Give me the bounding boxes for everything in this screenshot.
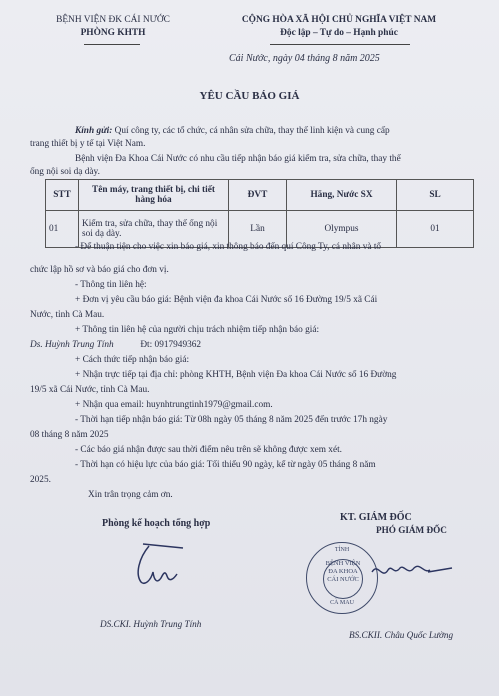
signer-left-name: DS.CKI. Huỳnh Trung Tính [100, 619, 202, 629]
body-line: + Cách thức tiếp nhận báo giá: [75, 355, 190, 365]
table-cell-stt: 01 [46, 211, 79, 248]
signature-left-image [125, 540, 195, 590]
body-line: - Các báo giá nhận được sau thời điểm nêu trên sẽ không được xem xét. [75, 445, 342, 455]
intro-line-2: ống nội soi dạ dày. [30, 167, 100, 177]
body-line: + Thông tin liên hệ của người chịu trách nhiệm tiếp nhận báo giá: [75, 325, 320, 335]
document-title: YÊU CẦU BÁO GIÁ [199, 90, 300, 102]
stamp-bottom-text: CÀ MAU [330, 600, 354, 606]
body-line: chức lập hồ sơ và báo giá cho đơn vị. [30, 265, 169, 275]
greeting-line [75, 125, 390, 137]
signer-right-name: BS.CKII. Châu Quốc Lường [349, 630, 454, 640]
nation-title: CỘNG HÒA XÃ HỘI CHỦ NGHĨA VIỆT NAM [241, 15, 437, 25]
body-line: - Thời hạn tiếp nhận báo giá: Từ 08h ngày 05 tháng 8 năm 2025 đến trước 17h ngày [75, 415, 388, 425]
body-line: 08 tháng 8 năm 2025 [30, 430, 109, 440]
body-line: 2025. [30, 475, 51, 485]
signer-left-title: Phòng kế hoạch tổng hợp [102, 518, 211, 529]
table-header-cell: Hãng, Nước SX [287, 180, 397, 211]
nation-motto: Độc lập – Tự do – Hạnh phúc [280, 28, 398, 38]
table-cell-quantity: 01 [397, 211, 474, 248]
table-cell-brand: Olympus [287, 211, 397, 248]
signature-right-image [368, 554, 458, 584]
signer-right-title: KT. GIÁM ĐỐC [340, 512, 412, 523]
body-line: + Nhận qua email: huynhtrungtinh1979@gmail.com. [75, 400, 273, 410]
greeting-label: Kính gửi: [75, 126, 113, 136]
table-header-cell: STT [46, 180, 79, 211]
body-line: Nước, tỉnh Cà Mau. [30, 310, 105, 320]
body-line: - Để thuận tiện cho việc xin báo giá, xin thông báo đến quí Công Ty, cá nhân và tổ [75, 242, 382, 252]
table-cell-item: Kiểm tra, sửa chữa, thay thế ống nội soi dạ dày. [79, 211, 229, 248]
contact-phone: Đt: 0917949362 [140, 340, 202, 350]
table-header-cell: SL [397, 180, 474, 211]
closing-line: Xin trân trọng cảm ơn. [88, 490, 173, 500]
stamp-top-text: TỈNH [334, 547, 350, 553]
header-divider-left [84, 44, 140, 45]
body-line: + Nhận trực tiếp tại địa chỉ: phòng KHTH, Bệnh viện Đa khoa Cái Nước số 16 Đường [75, 370, 397, 380]
table-cell-unit: Lần [229, 211, 287, 248]
stamp-center-text: BỆNH VIỆN ĐA KHOA CÁI NƯỚC [323, 559, 363, 599]
organization-header [30, 14, 196, 40]
table-header-cell: Tên máy, trang thiết bị, chi tiết hàng hóa [79, 180, 229, 211]
intro-line-1: Bệnh viện Đa Khoa Cái Nước có nhu cầu tiếp nhận báo giá kiểm tra, sửa chữa, thay thế [75, 154, 401, 164]
greeting-text: Quí công ty, các tổ chức, cá nhân sửa chữa, thay thế linh kiện và cung cấp [112, 126, 390, 136]
body-line: 19/5 xã Cái Nước, tỉnh Cà Mau. [30, 385, 150, 395]
contact-person-name: Ds. Huỳnh Trung Tính [30, 340, 114, 350]
table-header-cell: ĐVT [229, 180, 287, 211]
national-header [196, 14, 482, 40]
document-date: Cái Nước, ngày 04 tháng 8 năm 2025 [229, 53, 380, 64]
body-line: - Thông tin liên hệ: [75, 280, 147, 290]
header-divider-right [270, 44, 410, 45]
signer-right-subtitle: PHÓ GIÁM ĐỐC [376, 525, 447, 535]
department-name: PHÒNG KHTH [80, 28, 146, 38]
organization-name: BỆNH VIỆN ĐK CÁI NƯỚC [56, 15, 170, 25]
body-line: - Thời hạn có hiệu lực của báo giá: Tối thiểu 90 ngày, kể từ ngày 05 tháng 8 năm [75, 460, 376, 470]
table-header-row [46, 180, 474, 211]
body-line: + Đơn vị yêu cầu báo giá: Bệnh viện đa khoa Cái Nước số 16 Đường 19/5 xã Cái [75, 295, 378, 305]
quote-request-table [45, 179, 474, 248]
greeting-line-2: trang thiết bị y tế tại Việt Nam. [30, 139, 146, 149]
contact-person-line [30, 339, 201, 351]
